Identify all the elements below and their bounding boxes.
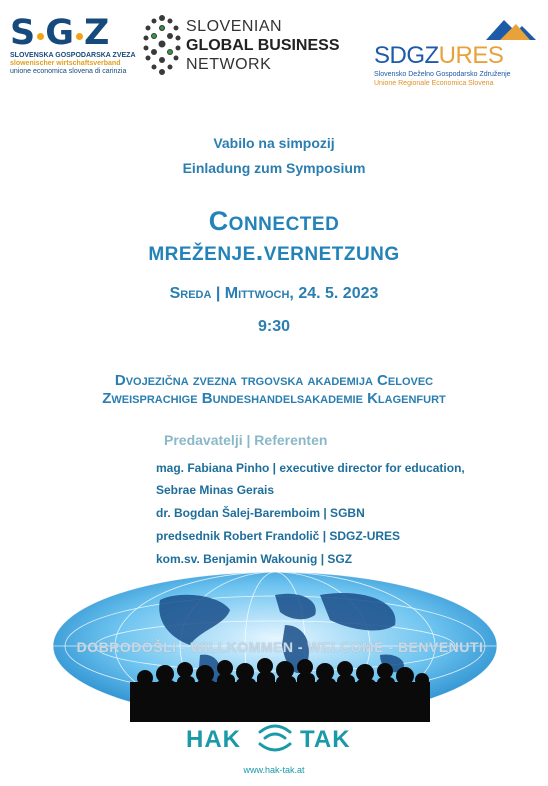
sgz-logo-text: S G Z [10, 13, 111, 53]
speaker-item: Sebrae Minas Gerais [156, 483, 275, 497]
mountain-icon [486, 18, 536, 40]
sdgz-ures-line2: Unione Regionale Economica Slovena [374, 80, 494, 87]
event-time: 9:30 [257, 318, 291, 335]
venue-line-sl: Dvojezična zvezna trgovska akademija Celovec [114, 372, 434, 389]
sgz-logo [10, 13, 136, 76]
sgbn-line1: SLOVENIAN [186, 18, 283, 35]
speaker-item: predsednik Robert Frandolič | SDGZ-URES [156, 529, 401, 543]
welcome-banner: DOBRODOŠLI - WILLKOMMEN - WELCOME - BENVENUTI [76, 639, 484, 655]
sgbn-logo [142, 10, 360, 82]
speaker-item: kom.sv. Benjamin Wakounig | SGZ [156, 552, 353, 566]
wave-icon [254, 718, 296, 758]
tak-text: TAK [300, 726, 351, 753]
sgz-logo-line1: SLOVENSKA GOSPODARSKA ZVEZA [10, 52, 136, 59]
venue-line-de: Zweisprachige Bundeshandelsakademie Klagenfurt [102, 390, 446, 407]
hak-text: HAK [186, 726, 241, 753]
sdgz-ures-line1: Slovensko Deželno Gospodarsko Združenje [374, 71, 511, 78]
sgz-logo-line3: unione economica slovena di carinzia [10, 68, 127, 75]
event-date: Sreda | Mittwoch, 24. 5. 2023 [169, 285, 379, 302]
event-title-line2: mreženje.vernetzung [148, 236, 400, 266]
sgz-logo-line2: slowenischer wirtschaftsverband [10, 60, 121, 67]
event-title-line1: Connected [208, 206, 340, 236]
network-globe-icon [142, 12, 182, 78]
website-link[interactable]: www.hak-tak.at [243, 765, 305, 775]
sgbn-line3: NETWORK [186, 56, 272, 73]
invitation-line-sl: Vabilo na simpozij [213, 135, 335, 151]
sgbn-line2: GLOBAL BUSINESS [186, 37, 340, 54]
sdgz-ures-name: SDGZURES [374, 42, 504, 69]
speaker-item: mag. Fabiana Pinho | executive director for education, [156, 461, 465, 475]
sdgz-ures-logo [372, 18, 540, 93]
speaker-item: dr. Bogdan Šalej-Baremboim | SGBN [156, 506, 365, 520]
invitation-line-de: Einladung zum Symposium [182, 160, 366, 176]
hak-tak-logo [186, 718, 366, 758]
speakers-heading: Predavatelji | Referenten [164, 432, 328, 448]
